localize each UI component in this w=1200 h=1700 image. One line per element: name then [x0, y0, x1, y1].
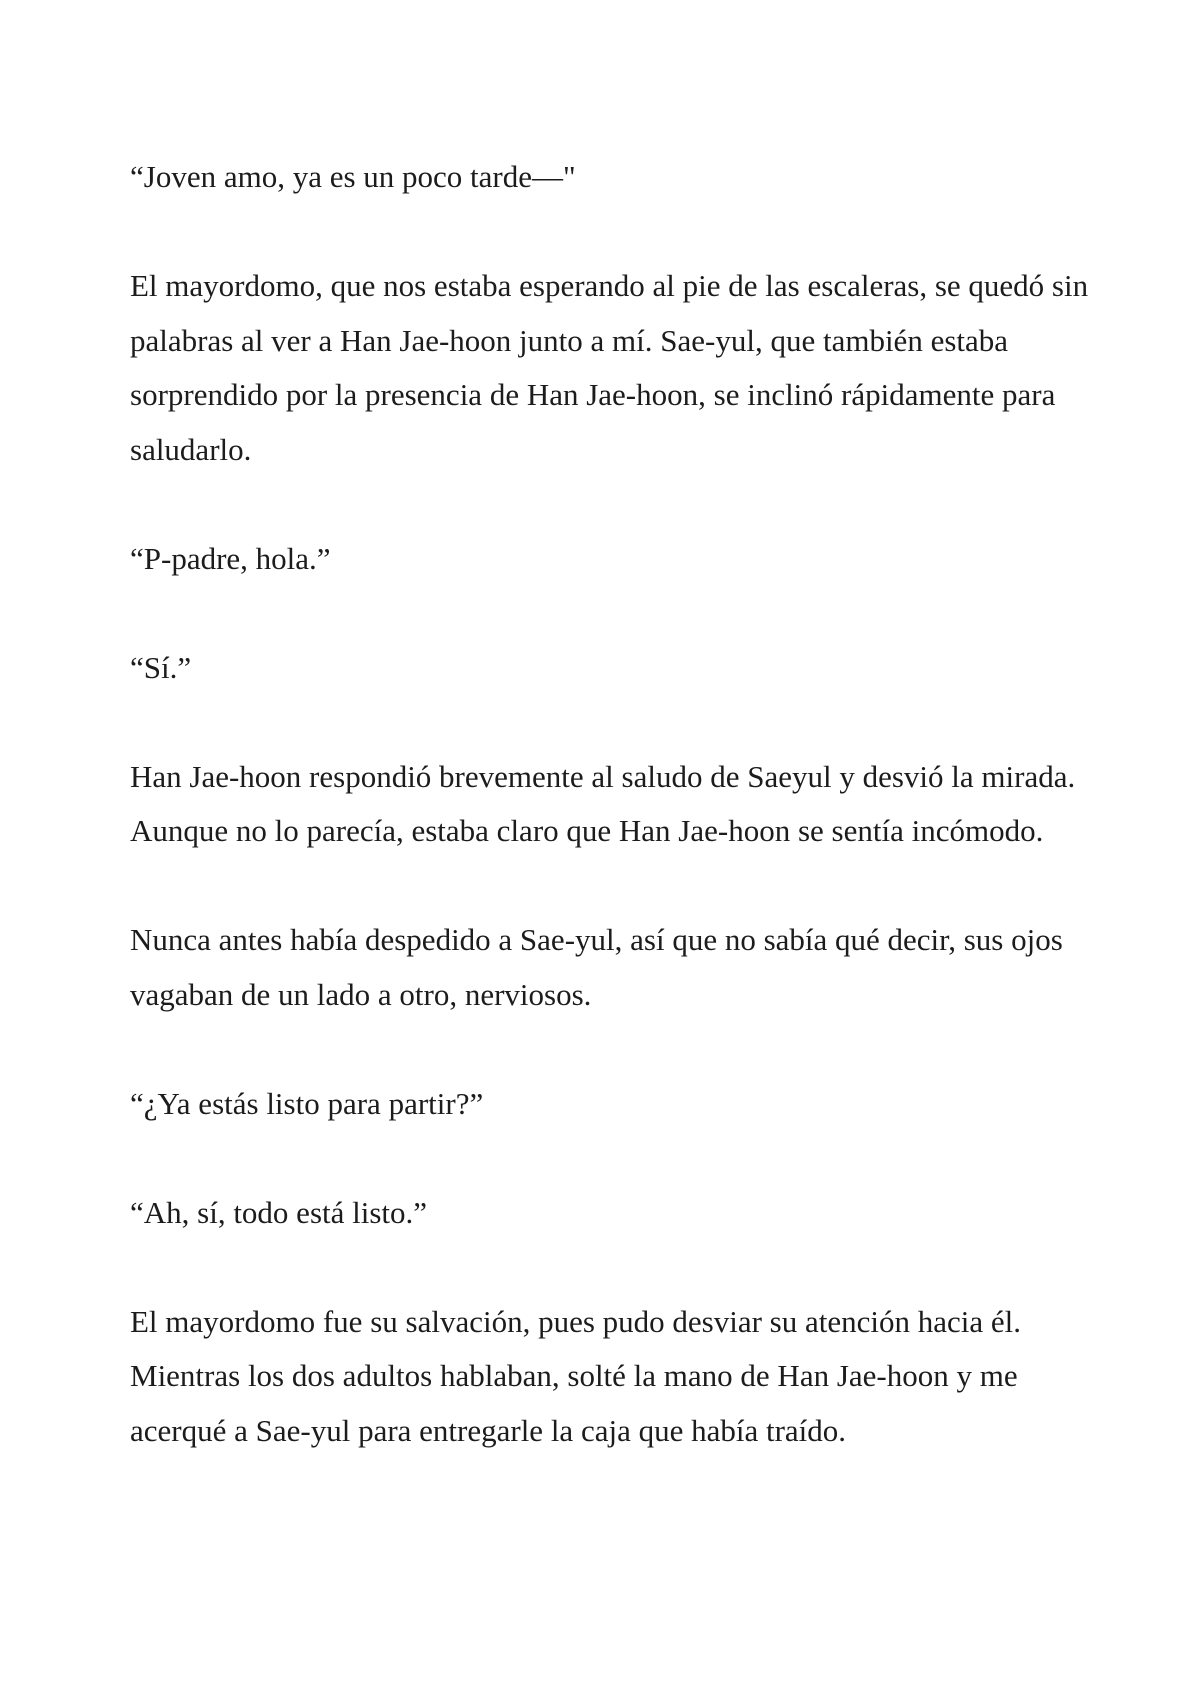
paragraph: Nunca antes había despedido a Sae-yul, así que no sabía qué decir, sus ojos vagaban de un lado a otro, nerviosos.	[130, 922, 1063, 1012]
paragraph: “Sí.”	[130, 649, 192, 685]
paragraph: El mayordomo fue su salvación, pues pudo desviar su atención hacia él. Mientras los dos adultos hablaban, solté la mano de Han Jae-hoon y me acerqué a Sae-yul para entregarle la caja que había traído.	[130, 1303, 1021, 1448]
paragraph: “¿Ya estás listo para partir?”	[130, 1085, 484, 1121]
paragraph: “P-padre, hola.”	[130, 540, 331, 576]
paragraph: “Ah, sí, todo está listo.”	[130, 1194, 428, 1230]
paragraph: El mayordomo, que nos estaba esperando al pie de las escaleras, se quedó sin palabras al ver a Han Jae-hoon junto a mí. Sae-yul, que también estaba sorprendido por la presencia de Han Jae-hoon, se inclinó rápidamente para saludarlo.	[130, 268, 1089, 467]
paragraph: Han Jae-hoon respondió brevemente al saludo de Saeyul y desvió la mirada. Aunque no lo parecía, estaba claro que Han Jae-hoon se sentía incómodo.	[130, 758, 1076, 848]
body-text	[130, 150, 1090, 1458]
paragraph: “Joven amo, ya es un poco tarde—"	[130, 159, 576, 194]
